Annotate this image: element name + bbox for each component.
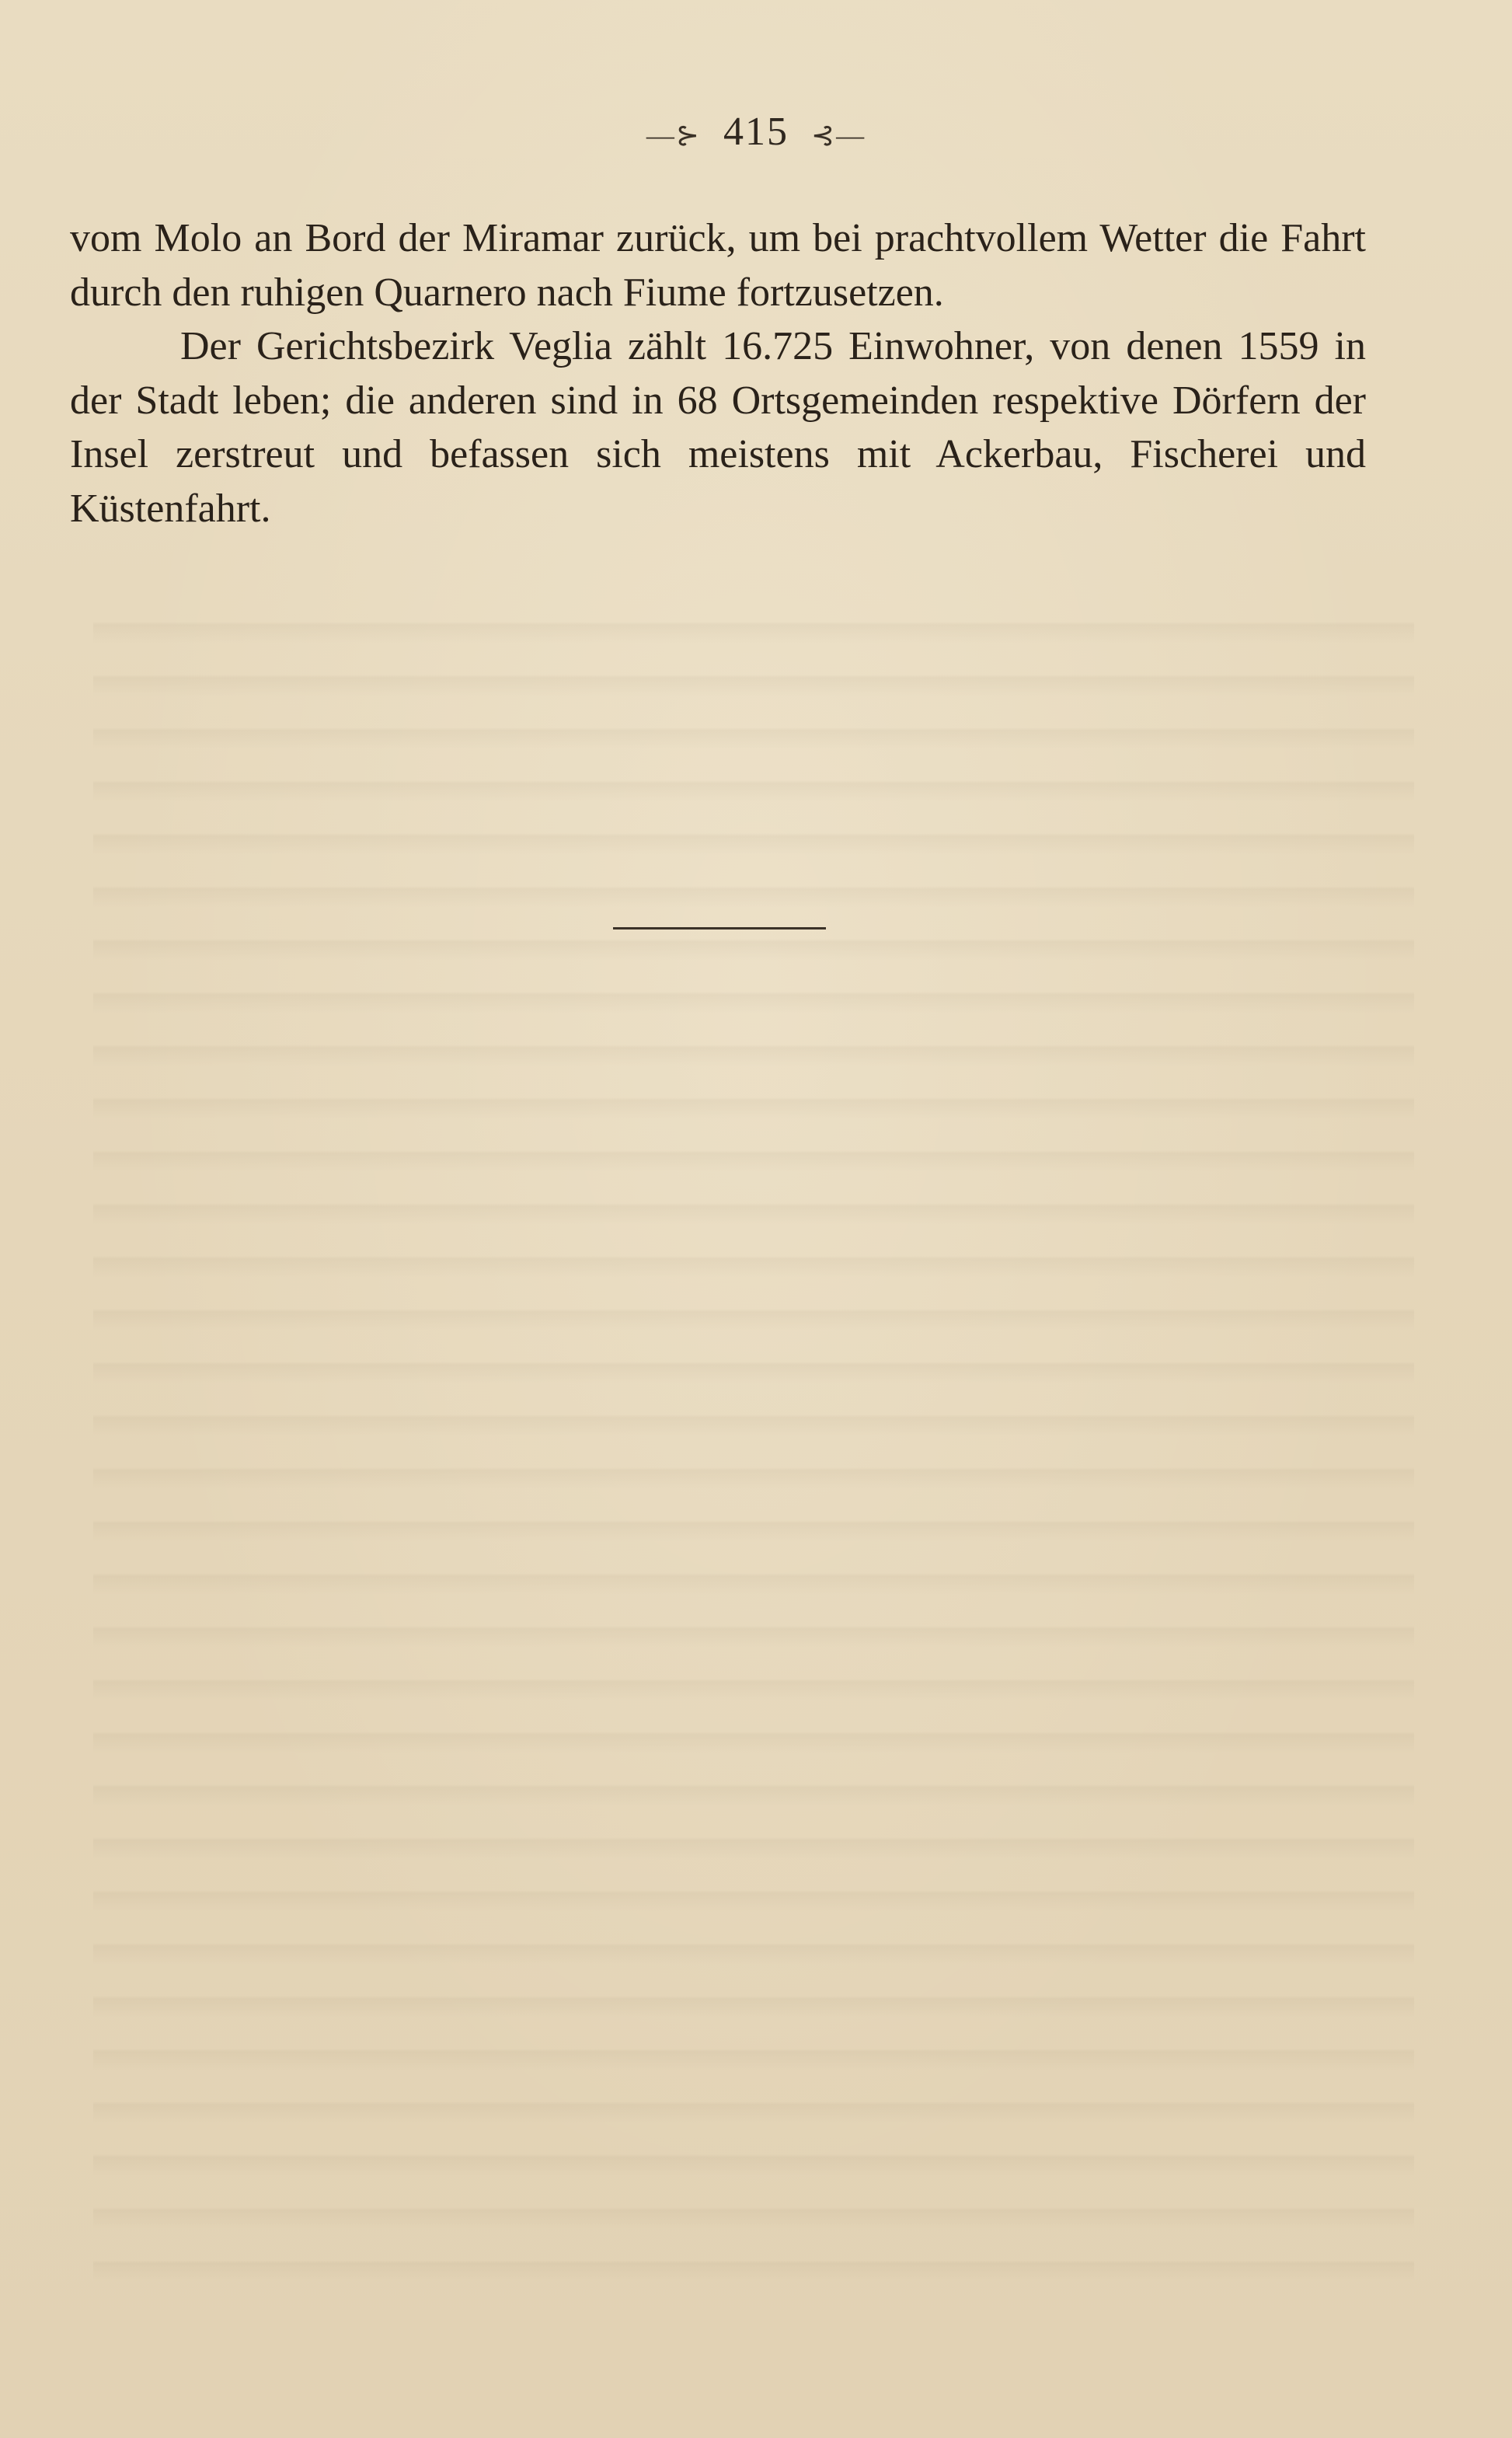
page-number: 415 bbox=[723, 110, 789, 154]
page-header bbox=[0, 109, 1512, 155]
section-divider-rule bbox=[613, 927, 826, 930]
ornament-left: —⊱ bbox=[646, 120, 701, 152]
bleed-through-texture bbox=[93, 591, 1414, 2300]
body-text bbox=[70, 211, 1366, 535]
paragraph: Der Gerichtsbezirk Veglia zählt 16.725 Einwohner, von denen 1559 in der Stadt leben; die anderen sind in 68 Ortsgemeinden respektive Dörfern der Insel zerstreut und befassen sich meistens mit Ackerbau, Fischerei und Küstenfahrt. bbox=[70, 324, 1366, 531]
paragraph: vom Molo an Bord der Miramar zurück, um bei prachtvollem Wetter die Fahrt durch den ruhigen Quarnero nach Fiume fortzusetzen. bbox=[70, 216, 1366, 315]
ornament-right: ⊰— bbox=[811, 120, 866, 152]
